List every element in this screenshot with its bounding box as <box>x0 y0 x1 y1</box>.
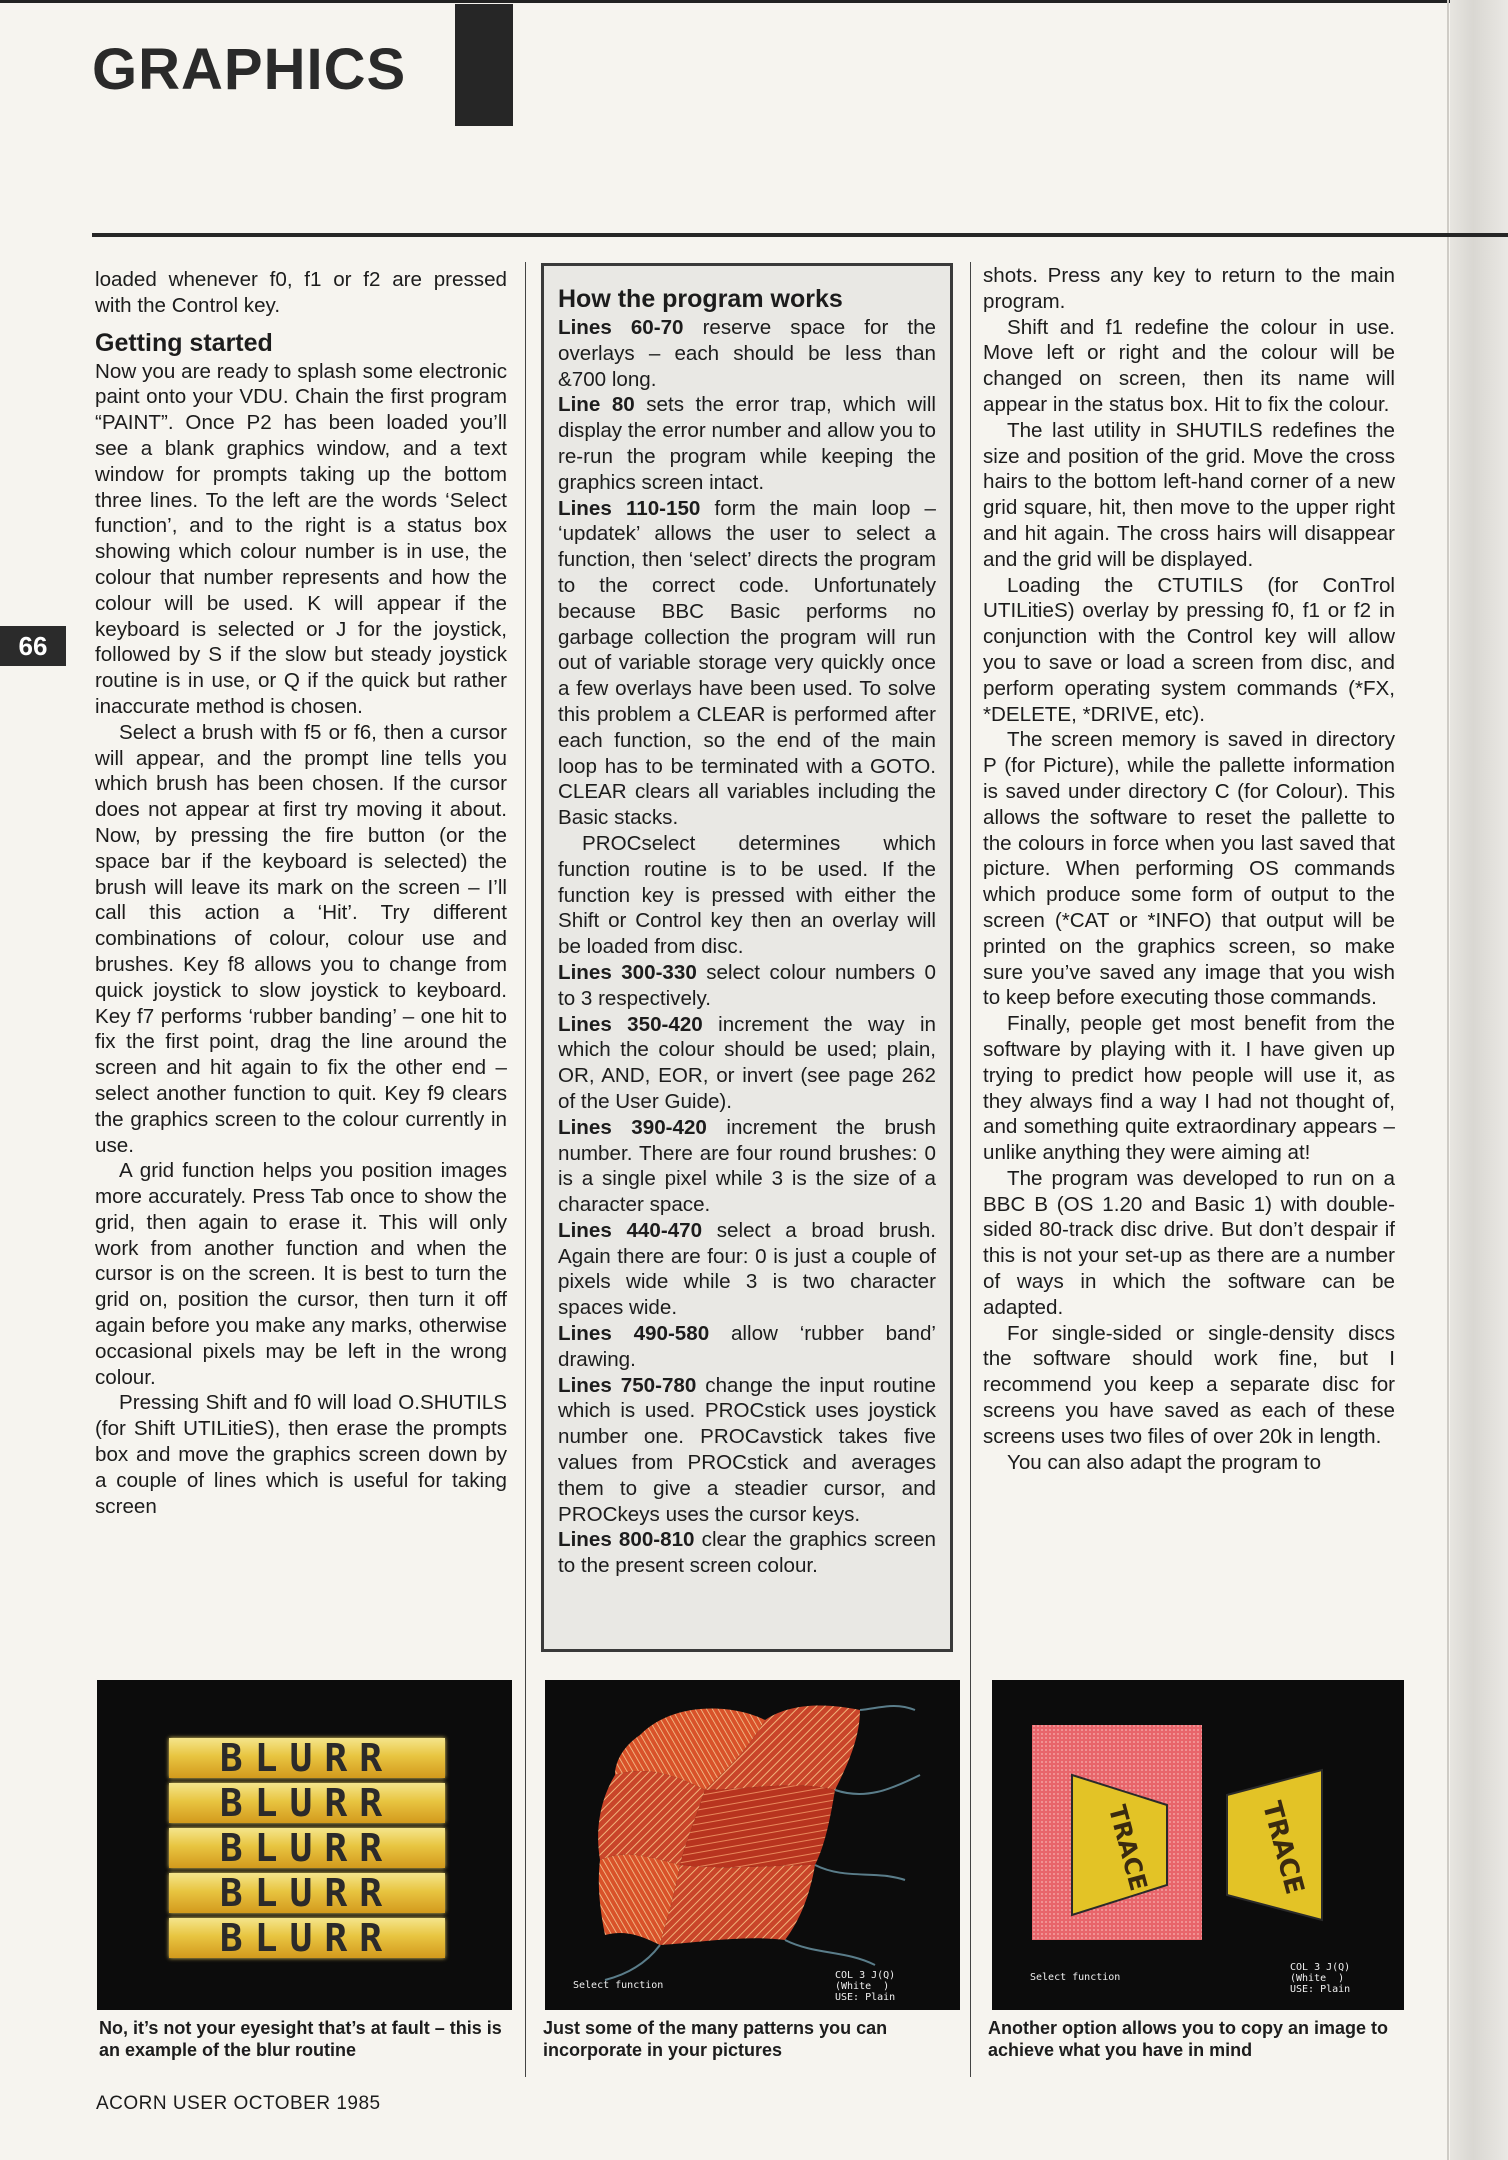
line-ref: Lines 750-780 <box>558 1373 697 1397</box>
box-item: Line 80 sets the error trap, which will display the error number and allow you to re-run the program while keeping the graphics screen intact. <box>558 393 936 494</box>
page-gutter-line <box>1447 0 1449 2160</box>
box-item: Lines 110-150 form the main loop – ‘updatek’ allows the user to select a function, then ‘select’ directs the program to the correct code. Unfortunately because BBC Basic performs no garbage collection the program will run out of variable storage very quickly once a few overlays have been used. To solve this problem a CLEAR is performed after each function, so the end of the main loop has to be terminated with a GOTO. CLEAR clears all variables including the Basic stacks. <box>558 496 937 830</box>
column-divider <box>970 262 971 2077</box>
paragraph: A grid function helps you position images more accurately. Press Tab once to show the grid, then again to erase it. This will only work from another function and when the cursor is on the screen. It is best to turn the grid on, position the cursor, then turn it off again before you make any marks, otherwise occasional pixels may be left in the wrong colour. <box>95 1159 507 1389</box>
blur-word: BLURR <box>169 1783 445 1823</box>
box-item: Lines 750-780 change the input routine which is used. PROCstick uses joystick number one. PROCavstick takes five values from PROCstick and averages them to give a steadier cursor, and PROCkeys uses the cursor keys. <box>558 1373 936 1526</box>
pattern-line <box>815 1865 905 1880</box>
line-ref: Lines 60-70 <box>558 316 684 339</box>
line-ref: Lines 800-810 <box>558 1528 695 1552</box>
line-ref: Lines 110-150 <box>558 496 701 520</box>
paragraph: The program was developed to run on a BBC B (OS 1.20 and Basic 1) with double-sided 80-track disc drive. But don’t despair if this is not your set-up as there are a number of ways in which the software can be adapted. <box>983 1166 1395 1319</box>
footer-issue: ACORN USER OCTOBER 1985 <box>96 2093 381 2114</box>
blur-word: BLURR <box>169 1918 445 1958</box>
box-title: How the program works <box>558 285 843 313</box>
select-function-prompt: Select function <box>573 1980 664 1991</box>
box-item: Lines 390-420 increment the brush number. There are four round brushes: 0 is a single pixel while 3 is the size of a character space. <box>558 1115 936 1217</box>
column-divider <box>525 262 526 2077</box>
column-1 <box>95 267 507 1519</box>
box-item: Lines 490-580 allow ‘rubber band’ drawing. <box>558 1322 936 1371</box>
paragraph: shots. Press any key to return to the main program. <box>983 264 1395 313</box>
trace-word: TRACE <box>1255 1798 1310 1898</box>
box-item: Lines 800-810 clear the graphics screen to the present screen colour. <box>558 1528 936 1578</box>
paragraph: Pressing Shift and f0 will load O.SHUTILS (for Shift UTILitieS), then erase the prompts box and move the graphics screen down by a couple of lines which is useful for taking screen <box>95 1391 507 1518</box>
pattern-line <box>785 1940 875 1965</box>
line-ref: Lines 300-330 <box>558 960 697 984</box>
paragraph: Finally, people get most benefit from the software by playing with it. I have given up trying to predict how people will use it, as they always find a way I had not thought of, and something quite extraordinary appears – unlike anything they were aiming at! <box>983 1012 1395 1165</box>
line-ref: Line 80 <box>558 393 635 417</box>
paragraph: Select a brush with f5 or f6, then a cursor will appear, and the prompt line tells you which brush has been chosen. If the cursor does not appear at first try moving it about. Now, by pressing the fire button (or the space bar if the keyboard is selected) the brush will leave its mark on the screen – I’ll call this action a ‘Hit’. Try different combinations of colour, colour use and brushes. Key f8 allows you to change from quick joystick to slow joystick to keyboard. Key f7 performs ‘rubber banding’ – one hit to fix the first point, drag the line around the screen and hit again to fix the other end – select another function to quit. Key f9 clears the graphics screen to the colour currently in use. <box>95 720 507 1157</box>
box-item: Lines 440-470 select a broad brush. Again there are four: 0 is just a couple of pixels wide while 3 is two character spaces wide. <box>558 1218 936 1320</box>
paragraph: Shift and f1 redefine the colour in use. Move left or right and the colour will be changed on screen, then its name will appear in the status box. Hit to fix the colour. <box>983 315 1395 416</box>
blur-word: BLURR <box>169 1828 445 1868</box>
paragraph: The screen memory is saved in directory P (for Picture), while the pallette information is saved under directory C (for Colour). This allows the software to reset the pallette to the colours in force when you last saved that picture. When performing OS commands which produce some form of output to the screen (*CAT or *INFO) that output will be printed on the graphics screen, so make sure you’ve saved any image that you wish to keep before executing those commands. <box>983 728 1395 1010</box>
pattern-line <box>835 1775 920 1794</box>
column-3 <box>983 263 1395 1475</box>
blur-screenshot <box>97 1680 512 2010</box>
line-ref: Lines 390-420 <box>558 1115 707 1139</box>
line-ref: Lines 490-580 <box>558 1322 710 1346</box>
trace-screenshot <box>992 1680 1404 2010</box>
paragraph: loaded whenever f0, f1 or f2 are pressed with the Control key. <box>95 268 507 317</box>
box-item: Lines 350-420 increment the way in which the colour should be used; plain, OR, AND, EOR, or invert (see page 262 of the User Guide). <box>558 1012 936 1113</box>
header-block <box>455 4 513 126</box>
line-ref: Lines 440-470 <box>558 1218 703 1242</box>
paragraph: The last utility in SHUTILS redefines the size and position of the grid. Move the cross hairs to the bottom left-hand corner of a new grid square, hit, then move to the upper right and hit again. The cross hairs will disappear and the grid will be displayed. <box>983 418 1395 571</box>
page-number: 66 <box>0 626 66 666</box>
header-rule <box>92 233 1508 237</box>
box-item: PROCselect determines which function routine is to be used. If the function key is pressed with either the Shift or Control key then an overlay will be loaded from disc. <box>558 831 936 959</box>
pattern-patch <box>680 1786 835 1868</box>
pattern-line <box>860 1706 915 1710</box>
paragraph: For single-sided or single-density discs the software should work fine, but I recommend you keep a separate disc for screens you have saved as each of these screens uses two files of over 20k in length. <box>983 1321 1395 1448</box>
box-item: Lines 60-70 reserve space for the overlays – each should be less than &700 long. <box>558 316 936 391</box>
pattern-patch <box>660 1865 815 1945</box>
paragraph: Loading the CTUTILS (for ConTrol UTILitieS) overlay by pressing f0, f1 or f2 in conjunction with the Control key will allow you to save or load a screen from disc, and perform operating system commands (*FX, *DELETE, *DRIVE, etc). <box>983 573 1395 726</box>
patterns-screenshot <box>545 1680 960 2010</box>
paragraph: You can also adapt the program to <box>1007 1450 1322 1474</box>
figure-caption: Just some of the many patterns you can incorporate in your pictures <box>543 2018 888 2060</box>
pattern-line <box>605 1945 660 1980</box>
line-ref: Lines 350-420 <box>558 1012 703 1036</box>
subheading: Getting started <box>95 328 273 357</box>
figure-caption: Another option allows you to copy an image to achieve what you have in mind <box>988 2018 1389 2060</box>
figure-caption: No, it’s not your eyesight that’s at fault – this is an example of the blur routine <box>99 2018 502 2060</box>
section-title: GRAPHICS <box>92 37 407 102</box>
trace-word: TRACE <box>1102 1802 1153 1894</box>
top-line <box>0 0 1508 3</box>
status-box: COL 3 J(Q) (White ) USE: Plain <box>1290 1962 1351 1995</box>
blur-word: BLURR <box>169 1738 445 1778</box>
program-notes-box <box>541 263 953 1652</box>
blur-word: BLURR <box>169 1873 445 1913</box>
pattern-drawing <box>545 1680 960 2010</box>
box-item: Lines 300-330 select colour numbers 0 to 3 respectively. <box>558 960 936 1010</box>
status-box: COL 3 J(Q) (White ) USE: Plain <box>835 1970 896 2003</box>
paragraph: Now you are ready to splash some electronic paint onto your VDU. Chain the first program “PAINT”. Once P2 has been loaded you’ll see a blank graphics window, and a text window for prompts taking up the bottom three lines. To the left are the words ‘Select function’, and to the right is a status box showing which colour number is in use, the colour that number represents and how the colour will be used. K will appear if the keyboard is selected or J for the joystick, followed by S if the slow but steady joystick routine is in use, or Q if the quick but rather inaccurate method is chosen. <box>95 359 507 718</box>
trace-drawing <box>992 1680 1404 2010</box>
select-function-prompt: Select function <box>1030 1972 1121 1983</box>
facing-page-edge <box>1450 0 1508 2160</box>
